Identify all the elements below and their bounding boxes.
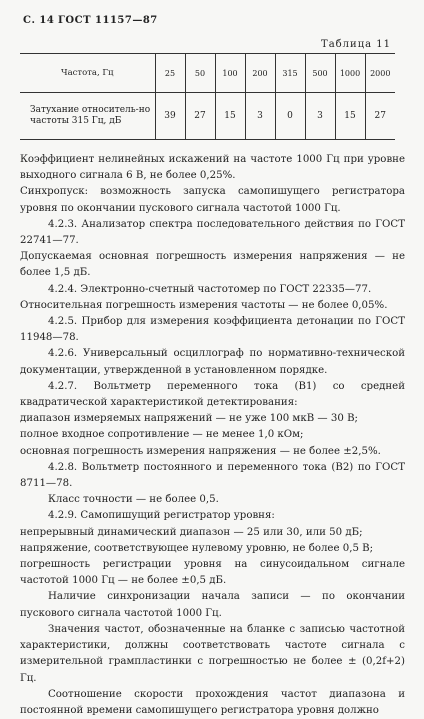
freq-cell: 200 bbox=[245, 54, 275, 93]
freq-cell: 1000 bbox=[335, 54, 365, 93]
table-value-row bbox=[20, 93, 395, 140]
attenuation-label: Затухание относитель-но частоты 315 Гц, дБ bbox=[20, 93, 155, 140]
paragraph: 4.2.7. Вольтметр переменного тока (В1) со средней квадратической характеристикой детектирования: bbox=[20, 380, 405, 409]
value-cell: 27 bbox=[185, 93, 215, 140]
paragraph: 4.2.8. Вольтметр постоянного и переменного тока (В2) по ГОСТ 8711—78. bbox=[20, 461, 405, 490]
paragraph: 4.2.4. Электронно-счетный частотомер по ГОСТ 22335—77. bbox=[48, 283, 372, 295]
paragraph: Наличие синхронизации начала записи — по окончании пускового сигнала частотой 1000 Гц. bbox=[20, 591, 405, 619]
body-text bbox=[20, 152, 405, 719]
freq-cell: 100 bbox=[215, 54, 245, 93]
paragraph: основная погрешность измерения напряжения — не более ±2,5%. bbox=[20, 445, 381, 457]
frequency-table bbox=[20, 53, 395, 140]
value-cell: 0 bbox=[275, 93, 305, 140]
freq-cell: 50 bbox=[185, 54, 215, 93]
value-cell: 15 bbox=[335, 93, 365, 140]
value-cell: 27 bbox=[365, 93, 395, 140]
page-header bbox=[23, 15, 158, 26]
paragraph: Относительная погрешность измерения частоты — не более 0,05%. bbox=[20, 299, 388, 311]
paragraph: Синхропуск: возможность запуска самопишущего регистратора уровня по окончании пускового сигнала частотой 1000 Гц. bbox=[20, 186, 405, 214]
paragraph: диапазон измеряемых напряжений — не уже 100 мкВ — 30 В; bbox=[20, 413, 358, 425]
paragraph: Коэффициент нелинейных искажений на частоте 1000 Гц при уровне выходного сигнала 6 В, не более 0,25%. bbox=[20, 154, 405, 182]
paragraph: 4.2.3. Анализатор спектра последовательного действия по ГОСТ 22741—77. bbox=[20, 218, 405, 247]
paragraph: Значения частот, обозначенные на бланке с записью частотной характеристики, должны соответствовать частоте сигнала с измерительной грампластинки с погрешностью не более ± (0,2f+2) Гц. bbox=[20, 623, 405, 684]
table-header-row bbox=[20, 54, 395, 93]
value-cell: 3 bbox=[245, 93, 275, 140]
freq-cell: 500 bbox=[305, 54, 335, 93]
paragraph: Допускаемая основная погрешность измерения напряжения — не более 1,5 дБ. bbox=[20, 251, 405, 279]
freq-cell: 2000 bbox=[365, 54, 395, 93]
standard-code: ГОСТ 11157—87 bbox=[58, 15, 158, 26]
paragraph: 4.2.9. Самопишущий регистратор уровня: bbox=[48, 510, 275, 522]
paragraph: 4.2.6. Универсальный осциллограф по нормативно-технической документации, утвержденной в установленном порядке. bbox=[20, 348, 405, 376]
freq-cell: 315 bbox=[275, 54, 305, 93]
value-cell: 15 bbox=[215, 93, 245, 140]
table-caption: Таблица 11 bbox=[321, 39, 391, 50]
paragraph: напряжение, соответствующее нулевому уровню, не более 0,5 В; bbox=[20, 542, 374, 554]
paragraph: полное входное сопротивление — не менее 1,0 кОм; bbox=[20, 429, 304, 441]
paragraph: непрерывный динамический диапазон — 25 или 30, или 50 дБ; bbox=[20, 526, 363, 538]
paragraph: погрешность регистрации уровня на синусоидальном сигнале частотой 1000 Гц — не более ±0,5 дБ. bbox=[20, 559, 405, 587]
paragraph: Соотношение скорости прохождения частот диапазона и постоянной времени самопишущего регистратора уровня должно bbox=[20, 688, 405, 716]
value-cell: 39 bbox=[155, 93, 185, 140]
paragraph: Класс точности — не более 0,5. bbox=[48, 494, 219, 506]
paragraph: 4.2.5. Прибор для измерения коэффициента детонации по ГОСТ 11948—78. bbox=[20, 316, 405, 344]
value-cell: 3 bbox=[305, 93, 335, 140]
frequency-label: Частота, Гц bbox=[20, 54, 155, 93]
page-number: С. 14 bbox=[23, 15, 55, 26]
freq-cell: 25 bbox=[155, 54, 185, 93]
